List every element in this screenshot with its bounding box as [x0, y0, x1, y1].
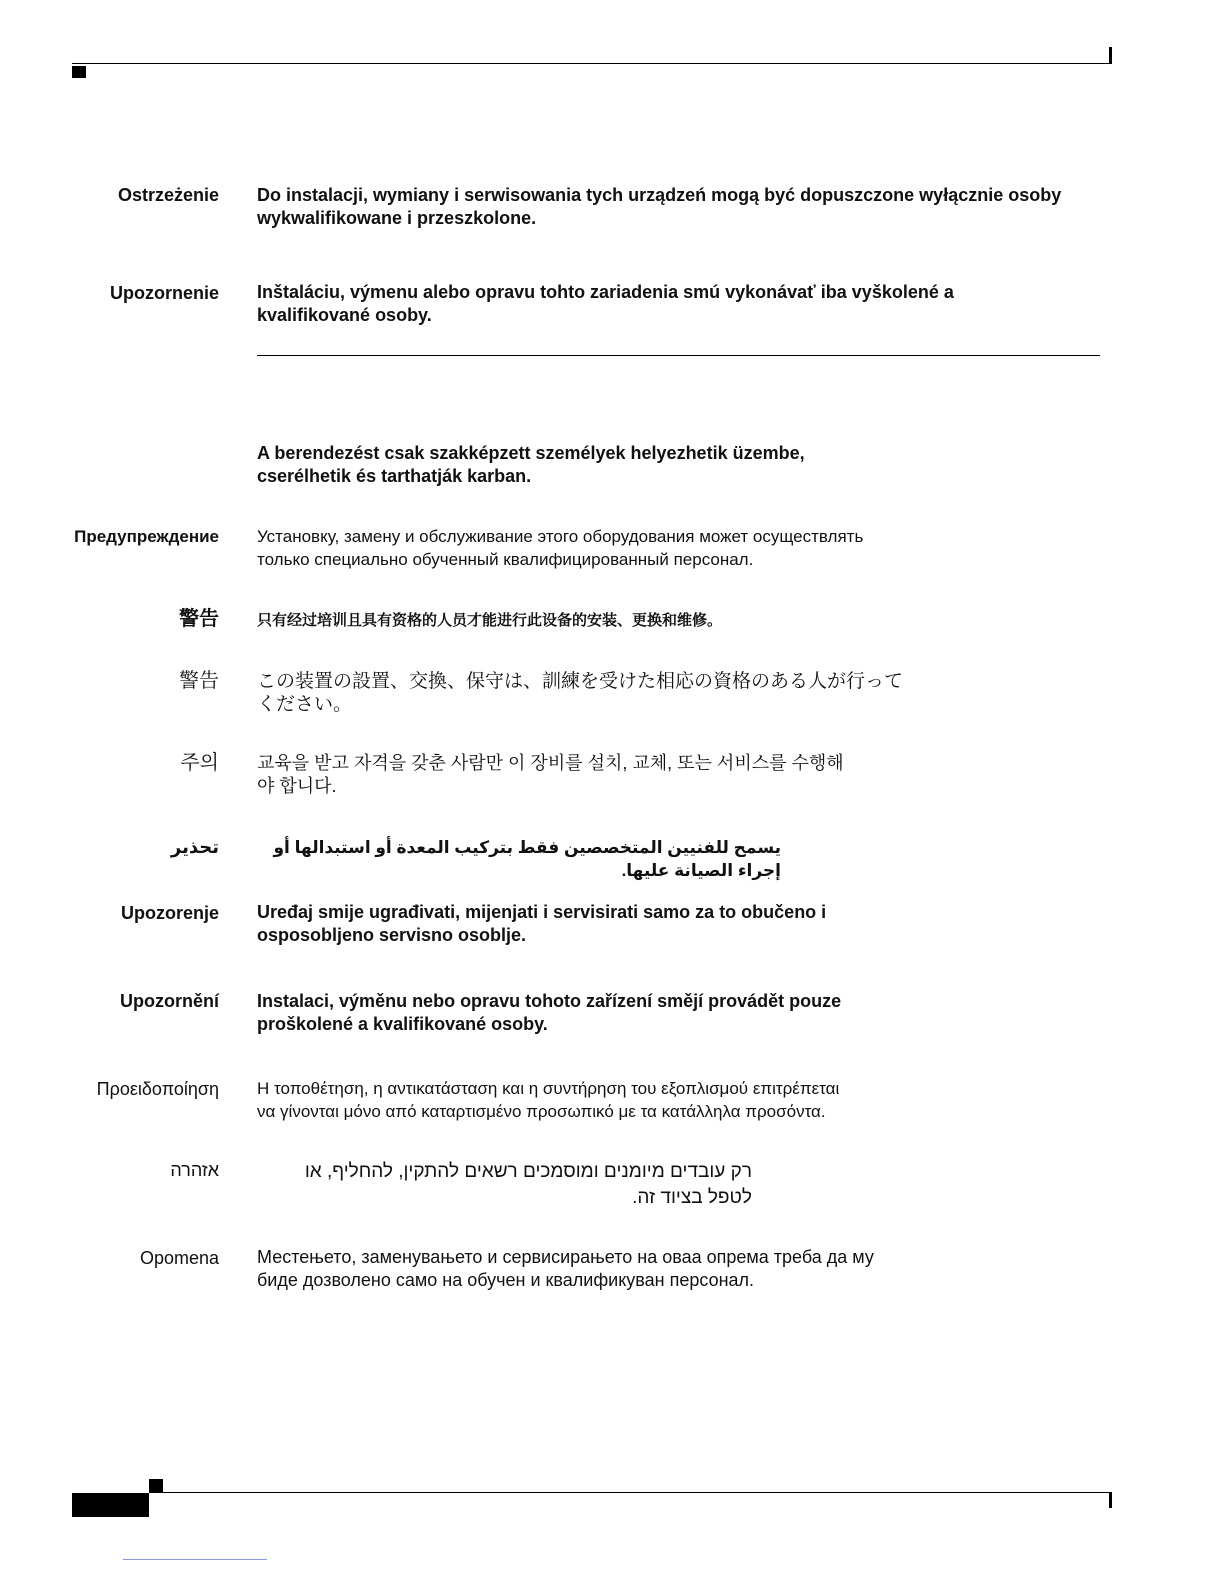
- warning-text-arabic: يسمح للفنيين المتخصصين فقط بتركيب المعدة أو استبدالها أو إجراء الصيانة عليها.: [273, 838, 781, 880]
- warning-text-slovak: Inštaláciu, výmenu alebo opravu tohto zariadenia smú vykonávať iba vyškolené a kvalifikované osoby.: [257, 282, 954, 325]
- footer-marker: [149, 1479, 163, 1492]
- warning-label-greek: Προειδοποίηση: [96, 1079, 219, 1099]
- warning-text-hebrew: רק עובדים מיומנים ומוסמכים רשאים להתקין, להחליף, או לטפל בציוד זה.: [304, 1161, 752, 1208]
- warning-label-arabic: تحذير: [170, 837, 219, 857]
- warning-label-japanese: 警告: [179, 670, 219, 692]
- footer-rule: [149, 1492, 1112, 1493]
- header-rule: [72, 63, 1112, 64]
- warning-label-macedonian: Opomena: [139, 1248, 219, 1268]
- warning-text-chinese: 只有经过培训且具有资格的人员才能进行此设备的安装、更换和维修。: [257, 612, 723, 629]
- header-marker: [72, 66, 86, 78]
- warning-text-hungarian: A berendezést csak szakképzett személyek helyezhetik üzembe, cserélhetik és tarthatják karban.: [257, 443, 805, 486]
- warning-label-croatian: Upozorenje: [120, 903, 219, 923]
- warning-text-macedonian: Местењето, заменувањето и сервисирањето на оваа опрема треба да му биде дозволено само на обучен и квалификуван персонал.: [257, 1247, 874, 1290]
- warning-text-croatian: Uređaj smije ugrađivati, mijenjati i servisirati samo za to obučeno i osposobljeno servisno osoblje.: [257, 902, 827, 945]
- footer-edge-tick: [1109, 1493, 1112, 1508]
- warning-label-russian: Предупреждение: [74, 527, 219, 546]
- warning-text-korean: 교육을 받고 자격을 갖춘 사람만 이 장비를 설치, 교체, 또는 서비스를 수행해 야 합니다.: [257, 753, 844, 796]
- warning-label-slovak: Upozornenie: [109, 283, 219, 303]
- warning-label-korean: 주의: [180, 752, 219, 774]
- warning-label-polish: Ostrzeżenie: [117, 185, 219, 205]
- header-edge-tick: [1109, 47, 1112, 64]
- section-divider: [257, 355, 1100, 356]
- warning-label-chinese: 警告: [179, 608, 219, 630]
- warning-text-czech: Instalaci, výměnu nebo opravu tohoto zařízení smějí provádět pouze proškolené a kvalifikované osoby.: [257, 991, 842, 1034]
- warning-text-polish: Do instalacji, wymiany i serwisowania tych urządzeń mogą być dopuszczone wyłącznie osoby wykwalifikowane i przeszkolone.: [257, 185, 1062, 228]
- warning-text-japanese: この装置の設置、交換、保守は、訓練を受けた相応の資格のある人が行って ください。: [257, 671, 904, 715]
- warning-label-hebrew: אזהרה: [170, 1160, 219, 1180]
- warning-label-czech: Upozornění: [120, 991, 219, 1011]
- warning-text-russian: Установку, замену и обслуживание этого оборудования может осуществлять только специально обученный квалифицированный персонал.: [257, 527, 864, 569]
- footer-tab-block: [72, 1493, 149, 1517]
- footer-link-underline[interactable]: [123, 1559, 267, 1560]
- warning-text-greek: Η τοποθέτηση, η αντικατάσταση και η συντήρηση του εξοπλισμού επιτρέπεται να γίνονται μόνο από καταρτισμένο προσωπικό με τα κατάλληλα προσόντα.: [257, 1079, 840, 1121]
